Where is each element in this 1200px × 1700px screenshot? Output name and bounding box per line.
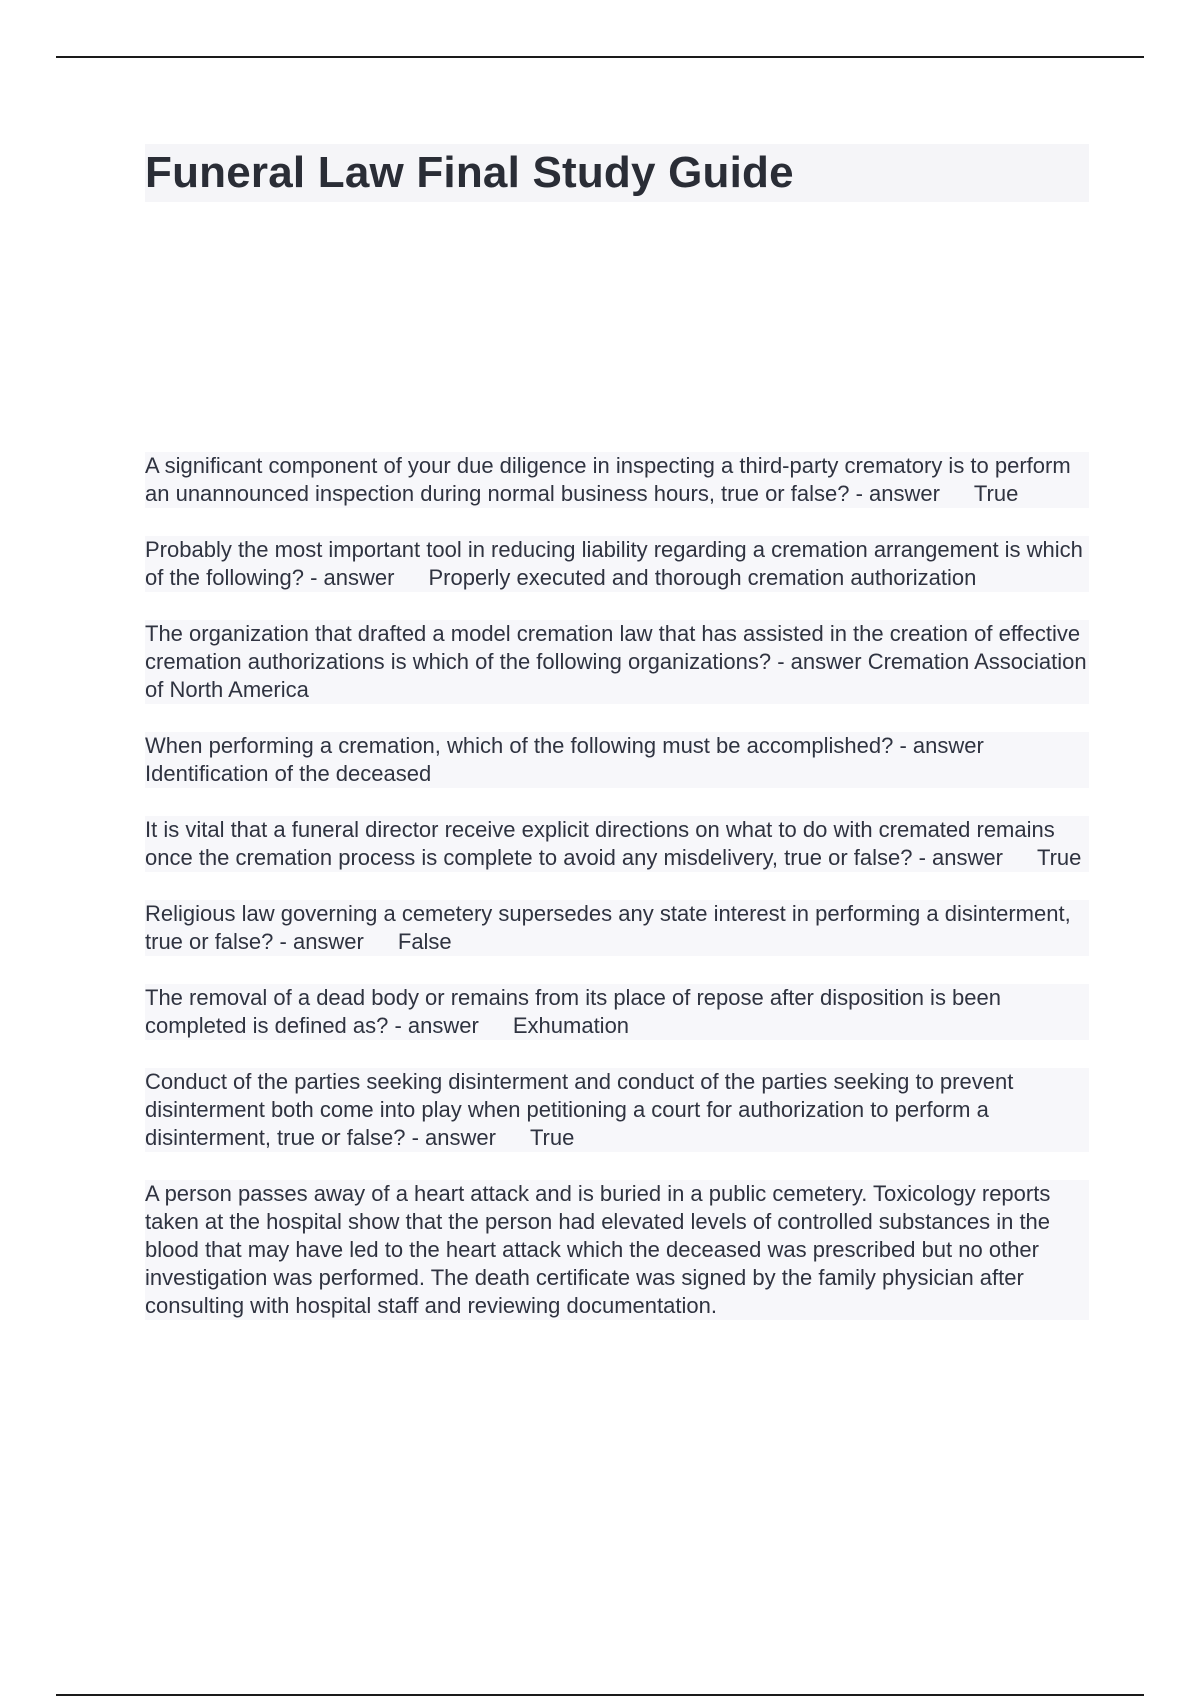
question-text: Religious law governing a cemetery supersedes any state interest in performing a disinterment, true or false? - answer (145, 901, 1071, 954)
answer-text: True (1036, 845, 1082, 870)
qa-item (145, 816, 1089, 872)
answer-text: Exhumation (512, 1013, 630, 1038)
question-text: Conduct of the parties seeking disinterment and conduct of the parties seeking to prevent disinterment both come into play when petitioning a court for authorization to perform a disinterment, true or false? - answer (145, 1069, 1014, 1150)
qa-item (145, 984, 1089, 1040)
answer-text: True (973, 481, 1019, 506)
question-text: A person passes away of a heart attack and is buried in a public cemetery. Toxicology reports taken at the hospital show that the person had elevated levels of controlled substances in the blood that may have led to the heart attack which the deceased was prescribed but no other investigation was performed. The death certificate was signed by the family physician after consulting with hospital staff and reviewing documentation. (145, 1181, 1051, 1318)
question-text: The organization that drafted a model cremation law that has assisted in the creation of effective cremation authorizations is which of the following organizations? - answer (145, 621, 1081, 674)
bottom-rule (56, 1694, 1144, 1696)
question-text: It is vital that a funeral director receive explicit directions on what to do with cremated remains once the cremation process is complete to avoid any misdelivery, true or false? - answer (145, 817, 1055, 870)
qa-item (145, 1180, 1089, 1320)
qa-item (145, 620, 1089, 704)
qa-item (145, 536, 1089, 592)
qa-item (145, 732, 1089, 788)
page-title: Funeral Law Final Study Guide (145, 148, 794, 197)
question-text: Probably the most important tool in reducing liability regarding a cremation arrangement is which of the following? - answer (145, 537, 1083, 590)
answer-text: Properly executed and thorough cremation authorization (428, 565, 977, 590)
qa-list (145, 452, 1089, 1348)
qa-item (145, 900, 1089, 956)
answer-text: Cremation Association of North America (145, 649, 1087, 702)
answer-text: Identification of the deceased (145, 761, 432, 786)
question-text: When performing a cremation, which of the following must be accomplished? - answer (145, 733, 984, 758)
question-text: A significant component of your due diligence in inspecting a third-party crematory is to perform an unannounced inspection during normal business hours, true or false? - answer (145, 453, 1071, 506)
qa-item (145, 452, 1089, 508)
answer-text: True (529, 1125, 575, 1150)
question-text: The removal of a dead body or remains from its place of repose after disposition is been completed is defined as? - answer (145, 985, 1002, 1038)
qa-item (145, 1068, 1089, 1152)
answer-text: False (397, 929, 452, 954)
top-rule (56, 56, 1144, 58)
